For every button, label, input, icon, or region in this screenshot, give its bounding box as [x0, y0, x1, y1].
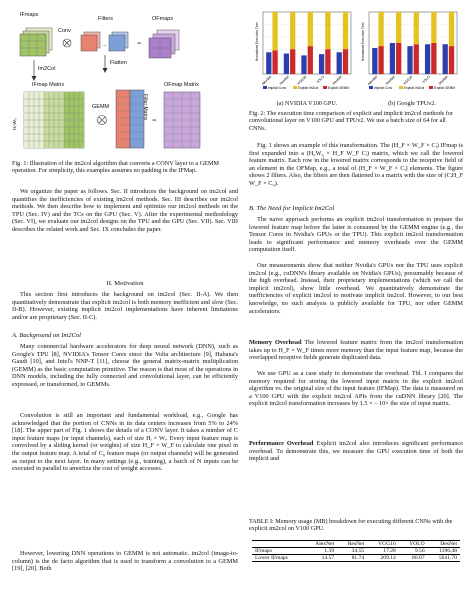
bar-implicit-conv [425, 44, 430, 74]
bar-explicit-gemm [378, 46, 383, 74]
bar-explicit-gemm [272, 50, 277, 74]
memory-usage-table [252, 540, 460, 562]
table-header-cell: YOLO [399, 541, 428, 548]
bar-implicit-conv [266, 52, 271, 74]
bar-explicit-gemm [325, 49, 330, 74]
table-cell: 81.74 [337, 555, 367, 562]
bar-explicit-gemm [449, 46, 454, 74]
bar-explicit-gemm [343, 49, 348, 74]
label-ofmap-matrix: OFmap Matrix [164, 82, 199, 88]
bar-implicit-conv [390, 43, 395, 74]
table-cell: 9.56 [399, 548, 428, 555]
table-header-row [252, 541, 460, 548]
x-tick-label: AlexNet [366, 74, 379, 87]
fig1-explanation: Fig. 1 shows an example of this transformation. The (H_F × W_F × Cᵢ) IFmap is first expanded into a (H₀W₀ × H_F W_F Cᵢ) matrix, which we call the lowered feature matrix. Each row in the lowered matrix corresponds to the receptive field of an element in the OFMap, e.g., a total of (H_F × W_F × Cᵢ) elements. The figure shows 2 filters. Also, the filters are then flattened to a matrix with the size of (CᵢH_F W_F × C₀). [249, 142, 463, 187]
bar-explicit-im2col [272, 12, 277, 50]
background-para-1: Many commercial hardware accelerators for deep neural network (DNN), such as Google's TPU [8], NVIDIA's Tensor Cores since the Volta architecture [9], Habana's Gaudi [10], and Intel's NNP-T [11], choose the general matrix-matrix multiplication (GEMM) as the basic computation primitive. The reason is that most of the operations in DNN models, including the fully connected and convolutional layer, can be efficiently expressed, or transformed, to GEMMs. [12, 343, 238, 388]
label-ifmap-matrix: IFmap Matrix [32, 82, 65, 88]
memory-overhead-title: Memory Overhead [249, 339, 302, 346]
svg-text:=: = [137, 39, 142, 48]
fig2a-subcaption: (a) NVIDIA V100 GPU. [276, 100, 338, 107]
bar-implicit-conv [284, 54, 289, 74]
x-tick-label: DesNet [331, 74, 343, 86]
table-cell: Lower IFmaps [252, 555, 304, 562]
y-axis-label: Normalized Execution Time [361, 22, 365, 61]
performance-overhead-title: Performance Overhead [249, 440, 314, 447]
bar-explicit-im2col [325, 12, 330, 49]
fig2-charts [249, 8, 463, 102]
x-tick-label: AlexNet [260, 74, 273, 87]
table-cell: 1.39 [304, 548, 337, 555]
bar-implicit-conv [443, 44, 448, 74]
bar-explicit-im2col [449, 12, 454, 46]
table-cell: IFmaps [252, 548, 304, 555]
memory-case-study-para: We use GPU as a case study to demonstrate the overhead. Tbl. I compares the memory required for storing the lowered input matrix in the explicit im2col algorithm vs. the original size of the input feature (IFMap). The data is measured on a V100 GPU with the explicit im2col APIs from the cuDNN library [20]. The explicit im2col transformation increases by 1.5 × – 10× the size of input matrix. [249, 370, 463, 408]
subsection-a-title: A. Background on Im2Col [12, 332, 81, 339]
legend-label: Implicit Conv [374, 86, 393, 90]
section-2-title: II. Motivation [106, 280, 144, 287]
ofmap-matrix [164, 92, 200, 148]
bar-explicit-gemm [414, 44, 419, 74]
legend-swatch [263, 86, 267, 89]
table-cell: 86.07 [399, 555, 428, 562]
x-tick-label: YOLO [421, 74, 431, 85]
legend-swatch [399, 86, 403, 89]
bar-explicit-gemm [431, 43, 436, 74]
x-tick-label: YOLO [315, 74, 325, 85]
x-tick-label: ResNet [278, 74, 290, 86]
bar-explicit-im2col [308, 12, 313, 46]
table-header-cell: AlexNet [304, 541, 337, 548]
need-implicit-para-1: The naive approach performs an explicit im2col transformation to prepare the lowered feature map before the latter is consumed by the GEMM engine (e.g., the Tensor Cores in Nvidia's GPUs or the TPU). This explicit im2col transformation leads to significant performance and memory overheads over the GEMM computation itself. [249, 216, 463, 254]
ofmaps-stack [149, 30, 179, 58]
legend-label: Explicit im2col [298, 86, 319, 90]
subsection-b-title: B. The Need for Implicit Im2Col [249, 205, 335, 212]
bar-implicit-conv [372, 48, 377, 74]
label-ofmaps: OFmaps [152, 16, 174, 22]
table-cell: 14.57 [304, 555, 337, 562]
table-row [252, 548, 460, 555]
x-tick-label: VGG16 [296, 74, 308, 86]
ifmaps-stack [20, 28, 52, 56]
legend-label: Explicit GEMM [434, 86, 455, 90]
table-1 [252, 540, 460, 562]
x-tick-label: VGG16 [402, 74, 414, 86]
table-cell: 209.14 [367, 555, 399, 562]
memory-overhead-text: The lowered feature matrix from the im2col transformation takes up to H_F × W_F times more memory than the input feature map, because the overlapped receptive fields generate duplicated data. [249, 339, 463, 362]
bar-explicit-gemm [396, 43, 401, 74]
table-cell: 1196.48 [428, 548, 460, 555]
intro-paragraph: We organize the paper as follows. Sec. II introduces the background on im2col and quantifies the inefficiencies of existing im2col methods. Sec. III describes our im2col methods. We then describe how to implement and optimize our im2col methods on the TPU (Sec. IV) and the TCs on the GPU (Sec. V). After the experimental methodology (Sec. VI), we evaluate our im2col designs on the TPU and the GPU (Sec. VII). Sec. VIII describes the related work and Sec. IX concludes the paper. [12, 188, 238, 233]
svg-text:...: ... [102, 42, 107, 48]
table-cell: 34.55 [337, 548, 367, 555]
bar-implicit-conv [319, 54, 324, 74]
legend-label: Explicit im2col [404, 86, 425, 90]
bar-explicit-im2col [396, 12, 401, 43]
legend-label: Explicit GEMM [328, 86, 349, 90]
label-gemm: GEMM [92, 104, 110, 110]
bar-implicit-conv [407, 46, 412, 74]
y-axis-label: Normalized Execution Time [255, 22, 259, 61]
background-para-2: Convolution is still an important and fundamental workload, e.g., Google has acknowledged that the portion of CNNs in its data centers increases from 5% to 24% [18]. The upper part of Fig. 1 shows the details of a CONV layer. It takes a number of C input feature maps (or input channels), each of size Hᵢ × Wᵢ. Every input feature map is convolved by a sliding kernel (or weights) of size H_F × W_F to calculate one pixel in the output feature map. A total of C₀ feature maps (or output channels) will be generated as output to the next layer. In many settings (e.g., training), a batch of N inputs can be executed in parallel to amortize the cost of weight accesses. [12, 412, 238, 473]
table-cell: 5641.70 [428, 555, 460, 562]
fig1-caption: Fig. 1: Illustration of the im2col algorithm that converts a CONV layer to a GEMM operation. For simplicity, this examples assumes no padding in the IFMap. [12, 160, 219, 175]
ifmap-matrix [24, 92, 84, 148]
legend-swatch [369, 86, 373, 89]
performance-overhead-text: Explicit im2col also introduces significant performance overhead. To demonstrate this, we measure the GPU execution time of both the implicit and [249, 440, 464, 463]
svg-text:=: = [152, 116, 157, 125]
legend-label: Implicit Conv [268, 86, 287, 90]
bar-explicit-im2col [378, 12, 383, 46]
background-para-3: However, lowering DNN operations to GEMM is not automatic. im2col (image-to-column) is the de facto algorithm that is used to transform a convolution to a GEMM [19], [20]. Both [12, 550, 238, 573]
section-2-intro: This section first introduces the background on im2col (Sec. II-A). We then quantitatively demonstrate that explicit im2col is both memory inefficient and slow (Sec. II-B). However, existing implicit im2col implementations have inherent limitations and/or are proprietary (Sec. II-C). [12, 291, 238, 321]
bar-explicit-gemm [308, 46, 313, 74]
bar-explicit-im2col [290, 12, 295, 49]
memory-overhead-para [249, 339, 463, 362]
fig2-caption: Fig. 2: The execution time comparison of explicit and implicit im2col methods for convolutional layer on V100 GPU and TPUv2. We use a batch size of 64 for all CNNs. [249, 110, 453, 132]
legend-swatch [429, 86, 433, 89]
label-flatten: Flatten [110, 60, 127, 66]
table-cell: 17.28 [367, 548, 399, 555]
label-conv: Conv [58, 28, 71, 34]
figure-2 [249, 8, 463, 102]
label-hw-side: H₀W₀ [13, 118, 18, 130]
legend-swatch [323, 86, 327, 89]
need-implicit-para-2: Our measurements show that neither Nvidia's GPUs nor the TPU uses explicit im2col (e.g., cuDNN's library available on Nvidia's GPUs), presumably because of the high overhead. Instead, their proprietary implementations (which we call the implicit im2col), show little overhead. We quantitatively demonstrate the inefficiencies of explicit im2col to motivate implicit im2col. However, to our best knowledge, no such analysis is publicly available for TPU, nor other GEMM accelerators. [249, 262, 463, 315]
label-filters: Filters [98, 16, 113, 22]
x-tick-label: ResNet [384, 74, 396, 86]
bar-explicit-im2col [431, 12, 436, 43]
bar-explicit-gemm [290, 49, 295, 74]
fig2b-subcaption: (b) Google TPUv2. [388, 100, 436, 107]
filters-group [81, 32, 128, 51]
table-header-cell: VGG16 [367, 541, 399, 548]
label-ifmaps: IFmaps [20, 12, 39, 18]
table-header-cell: DesNet [428, 541, 460, 548]
label-filter-matrix: Filter Matrix [142, 94, 148, 121]
bar-implicit-conv [301, 55, 306, 74]
table-1-caption: TABLE I: Memory usage (MB) breakdown for executing different CNNs with the explicit im2col on V100 GPU. [249, 518, 453, 533]
x-tick-label: DesNet [437, 74, 449, 86]
bar-explicit-im2col [343, 12, 348, 49]
table-header-cell [252, 541, 304, 548]
table-row [252, 555, 460, 562]
performance-overhead-para [249, 440, 463, 463]
figure-1 [12, 10, 242, 158]
bar-implicit-conv [337, 52, 342, 74]
bar-explicit-im2col [414, 12, 419, 44]
label-im2col: Im2Col [38, 66, 56, 72]
legend-swatch [293, 86, 297, 89]
filter-matrix [116, 90, 144, 148]
table-header-cell: ResNet [337, 541, 367, 548]
